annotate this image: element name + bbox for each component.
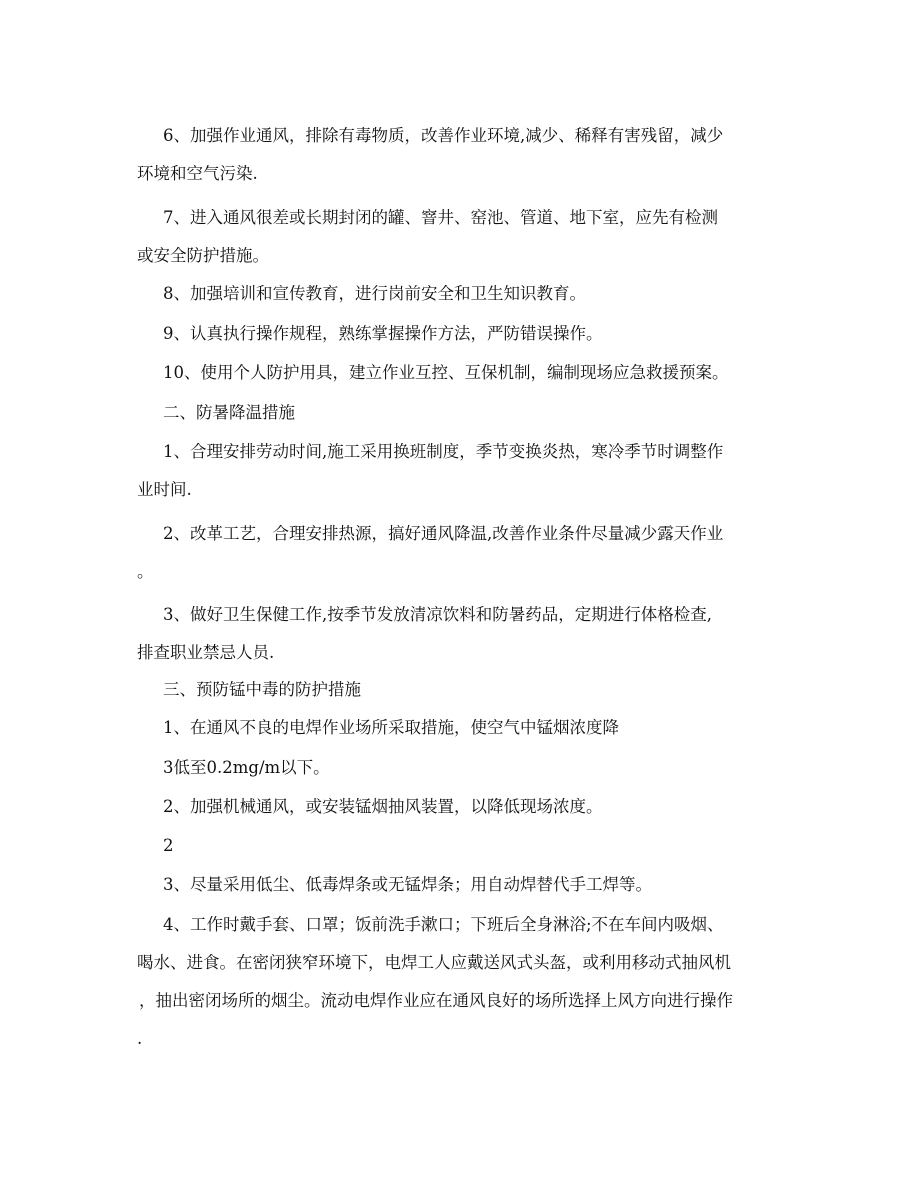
paragraph-line: 6、加强作业通风，排除有毒物质，改善作业环境,减少、稀释有害残留，减少 [163,126,724,145]
paragraph-8 [0,275,920,313]
paragraph-manganese-1 [0,709,920,747]
paragraph-6 [0,117,920,193]
paragraph-line: ，抽出密闭场所的烟尘。流动电焊作业应在通风良好的场所选择上风方向进行操作 [139,991,733,1010]
paragraph-manganese-1-cont [0,749,920,787]
paragraph-manganese-2 [0,788,920,826]
section-heading: 三、预防锰中毒的防护措施 [163,680,361,699]
paragraph-line: 2、改革工艺，合理安排热源，搞好通风降温,改善作业条件尽量减少露天作业 [163,524,724,543]
paragraph-line: 2 [163,836,174,855]
paragraph-line: 。 [137,562,154,581]
section-heading: 二、防暑降温措施 [163,403,295,422]
paragraph-cooling-2 [0,515,920,591]
paragraph-line: 8、加强培训和宣传教育，进行岗前安全和卫生知识教育。 [163,284,586,303]
paragraph-line: 4、工作时戴手套、口罩；饭前洗手漱口；下班后全身淋浴;不在车间内吸烟、 [163,915,724,934]
paragraph-line: . [137,1029,143,1048]
paragraph-line: 2、加强机械通风，或安装锰烟抽风装置，以降低现场浓度。 [163,797,603,816]
paragraph-line: 业时间. [137,480,192,499]
stray-superscript [0,827,920,865]
paragraph-line: 喝水、进食。在密闭狭窄环境下，电焊工人应戴送风式头盔，或利用移动式抽风机 [137,953,731,972]
paragraph-line: 或安全防护措施。 [137,246,269,265]
paragraph-line: 3、尽量采用低尘、低毒焊条或无锰焊条；用自动焊替代手工焊等。 [163,875,652,894]
paragraph-line: 1、合理安排劳动时间,施工采用换班制度，季节变换炎热，寒冷季节时调整作 [163,442,724,461]
section-heading-manganese [0,671,920,709]
paragraph-line: 10、使用个人防护用具，建立作业互控、互保机制，编制现场应急救援预案。 [163,363,729,382]
paragraph-line: 3低至0.2mg/m以下。 [163,758,330,777]
paragraph-line: 7、进入通风很差或长期封闭的罐、窨井、窑池、管道、地下室，应先有检测 [163,208,718,227]
paragraph-manganese-3 [0,866,920,904]
paragraph-line: 9、认真执行操作规程，熟练掌握操作方法，严防错误操作。 [163,324,603,343]
paragraph-line: 排查职业禁忌人员. [137,643,275,662]
paragraph-line: 环境和空气污染. [137,164,258,183]
section-heading-cooling [0,394,920,432]
paragraph-cooling-1 [0,433,920,509]
paragraph-cooling-3 [0,596,920,672]
paragraph-line: 3、做好卫生保健工作,按季节发放清凉饮料和防暑药品，定期进行体格检查, [163,605,712,624]
paragraph-10 [0,354,920,392]
paragraph-7 [0,199,920,275]
paragraph-line: 1、在通风不良的电焊作业场所采取措施，使空气中锰烟浓度降 [163,718,619,737]
paragraph-9 [0,315,920,353]
paragraph-manganese-4 [0,906,920,1058]
